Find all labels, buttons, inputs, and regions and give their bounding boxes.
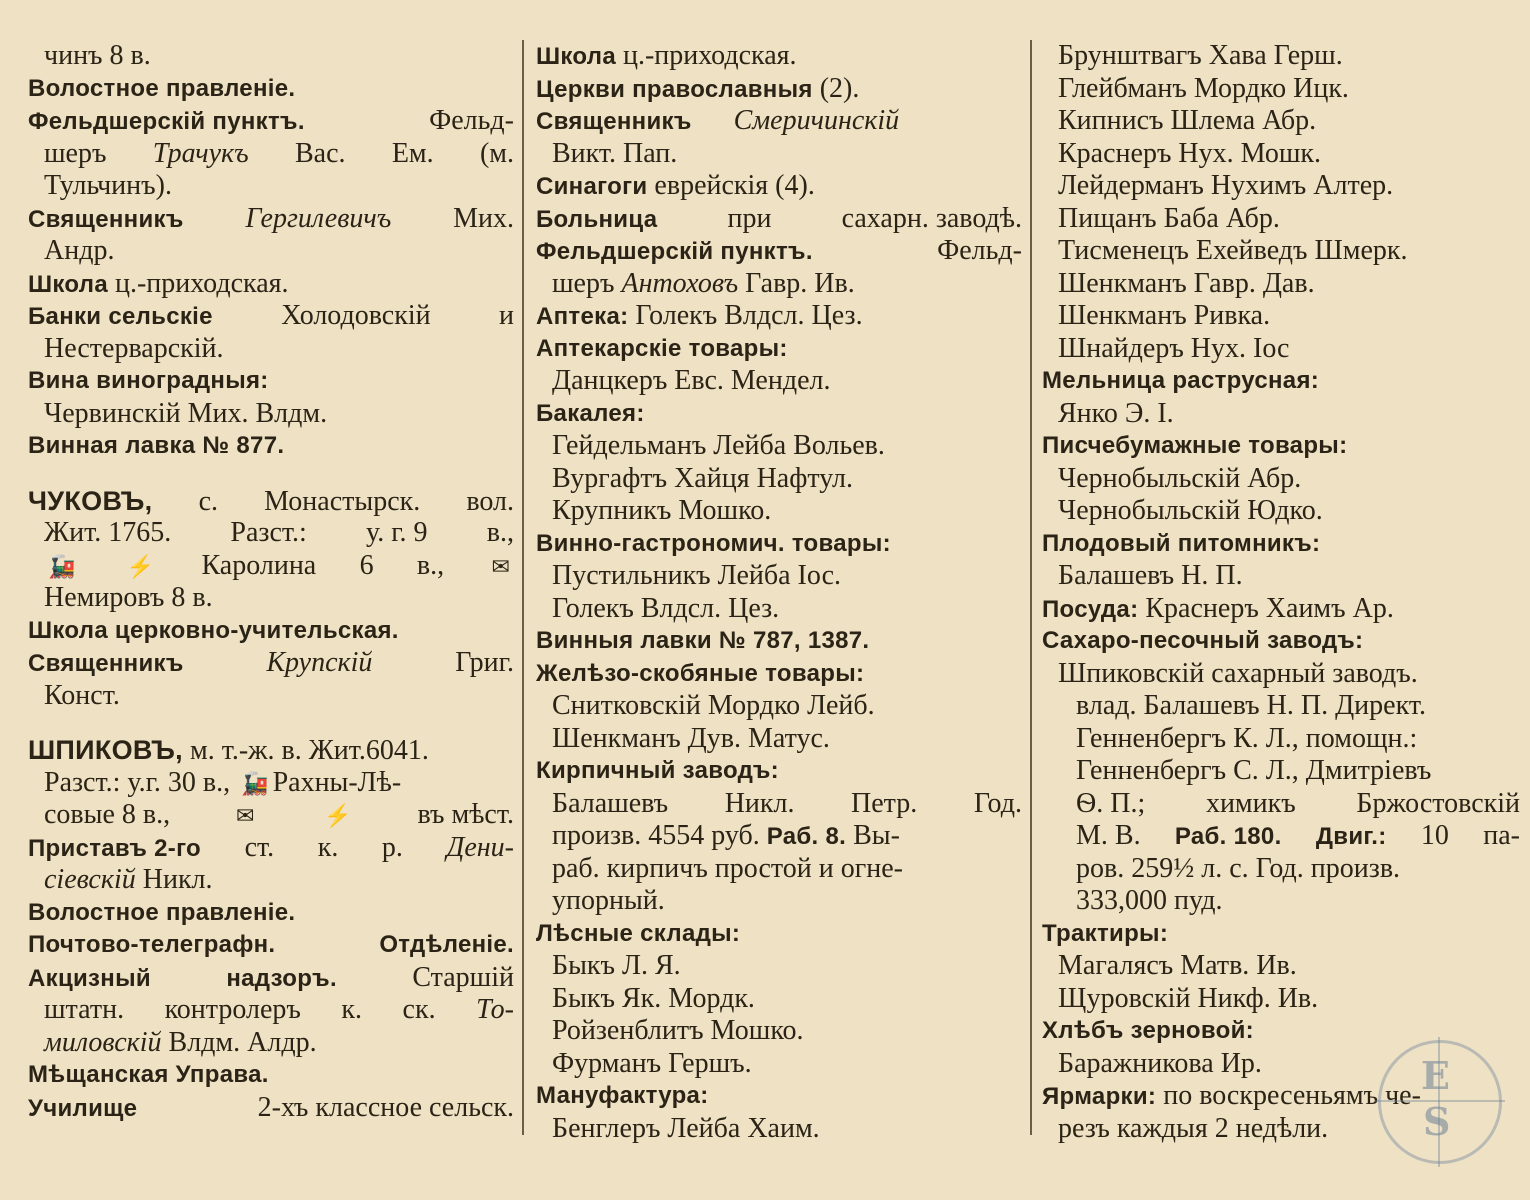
entry-text: Пищанъ Баба Абр. <box>1058 202 1280 234</box>
entry-line <box>536 723 1022 756</box>
entry-line <box>1042 333 1520 366</box>
entry-text: Брунштвагъ Хава Герш. <box>1058 40 1343 71</box>
column-right <box>1042 40 1520 1145</box>
entry-text: Старшiй <box>412 961 514 993</box>
entry-line <box>536 398 1022 431</box>
entry-line <box>536 495 1022 528</box>
library-stamp-icon <box>1378 1040 1502 1164</box>
entry-text: Данцкеръ Евс. Мендел. <box>552 365 831 396</box>
entry-line <box>1042 820 1520 853</box>
entry-line <box>28 550 514 583</box>
entry-text: Гавр. Ив. <box>738 267 855 299</box>
entry-text: Крупскiй <box>266 647 373 678</box>
entry-heading: Школа <box>536 43 616 70</box>
entry-line <box>536 105 1022 138</box>
entry-heading: Вина виноградныя: <box>28 367 269 394</box>
entry-text: Фельд- <box>937 235 1022 266</box>
entry-text: Магалясъ Матв. Ив. <box>1058 950 1297 981</box>
entry-text: при <box>727 202 772 234</box>
entry-text: химикъ <box>1205 787 1296 819</box>
entry-heading: Винная лавка № 877. <box>28 432 285 459</box>
entry-text: Холодовскiй <box>281 300 431 331</box>
entry-line <box>536 918 1022 951</box>
entry-text: То- <box>476 994 514 1025</box>
entry-line <box>28 767 514 800</box>
entry-text: 6 <box>359 549 374 581</box>
entry-text: Трачукъ <box>152 137 249 169</box>
entry-line <box>536 560 1022 593</box>
entry-heading: Приставъ 2-го <box>28 834 202 862</box>
entry-text: Шпиковскiй сахарный заводъ. <box>1058 657 1418 689</box>
entry-text: Андр. <box>44 235 115 266</box>
entry-line <box>28 799 514 832</box>
entry-text: упорный. <box>552 885 665 916</box>
entry-line <box>536 1113 1022 1146</box>
entry-heading: ЧУКОВЪ, <box>28 485 153 516</box>
entry-text: Тульчинъ). <box>44 170 172 201</box>
entry-text: Баражникова Ир. <box>1058 1047 1262 1079</box>
entry-text: миловскiй <box>44 1026 162 1058</box>
entry-line <box>28 582 514 615</box>
entry-heading: ШПИКОВЪ, <box>28 735 183 765</box>
entry-text: Вас. <box>294 137 346 169</box>
entry-text: Гергилевичъ <box>245 202 392 234</box>
entry-line <box>536 528 1022 561</box>
entry-heading: надзоръ. <box>226 964 337 992</box>
entry-text: Лейдерманъ Нухимъ Алтер. <box>1058 170 1394 201</box>
entry-text: Вургафтъ Хайця Нафтул. <box>552 462 853 494</box>
entry-line <box>1042 398 1520 431</box>
entry-text: Мих. <box>453 202 514 234</box>
entry-line <box>28 138 514 171</box>
entry-text: м. т.-ж. в. Жит.6041. <box>182 735 429 766</box>
entry-text: Нестерварскiй. <box>44 332 224 364</box>
entry-text: ст. <box>244 831 275 863</box>
entry-line <box>536 463 1022 496</box>
entry-heading: Школа церковно-учительская. <box>28 616 399 644</box>
entry-text: к. <box>341 994 362 1025</box>
entry-text: Гейдельманъ Лейба Вольев. <box>552 430 885 461</box>
entry-text: Никл. <box>135 864 213 895</box>
entry-line <box>28 268 514 301</box>
entry-heading: Священникъ <box>28 205 184 233</box>
entry-line <box>536 625 1022 658</box>
entry-heading: Аптека: <box>536 303 629 330</box>
entry-line <box>1042 625 1520 658</box>
entry-text: Генненбергъ С. Л., Дмитрiевъ <box>1076 755 1432 786</box>
entry-line <box>1042 73 1520 106</box>
entry-heading: Училище <box>28 1094 138 1122</box>
entry-text: (2). <box>812 72 860 104</box>
entry-heading: Больница <box>536 205 658 233</box>
symbol-icon: ✉ <box>235 803 255 828</box>
entry-line <box>536 235 1022 268</box>
symbol-icon: 🚂 <box>48 553 76 579</box>
entry-line <box>28 929 514 962</box>
entry-text: 10 <box>1420 820 1449 851</box>
column-middle <box>536 40 1022 1145</box>
entry-line <box>28 994 514 1027</box>
entry-text: Пустильникъ Лейба Iос. <box>552 560 841 591</box>
entry-text: раб. кирпичъ простой и огне- <box>552 852 903 884</box>
entry-text: штатн. <box>44 994 125 1025</box>
entry-heading: Фельдшерскiй пунктъ. <box>536 238 813 265</box>
entry-line <box>28 485 514 518</box>
entry-text: Фурманъ Гершъ. <box>552 1047 752 1079</box>
entry-text: Шенкманъ Дув. Матус. <box>552 722 830 754</box>
entry-line <box>28 203 514 236</box>
entry-text: Бржостовскiй <box>1356 787 1520 819</box>
entry-line <box>28 430 514 463</box>
entry-text: Чернобыльскiй Юдко. <box>1058 495 1323 526</box>
entry-text: Смеричинскiй <box>691 105 900 136</box>
entry-text: па- <box>1483 820 1520 851</box>
entry-text: Каролина <box>201 549 317 581</box>
entry-heading: Винныя лавки № 787, 1387. <box>536 627 870 654</box>
entry-text: въ мѣст. <box>417 799 514 830</box>
entry-line <box>536 950 1022 983</box>
entry-line <box>1042 658 1520 691</box>
entry-heading: Школа <box>28 270 108 298</box>
entry-line <box>28 170 514 203</box>
entry-line <box>28 300 514 333</box>
entry-line <box>536 983 1022 1016</box>
entry-text: Фельд- <box>429 105 514 136</box>
entry-heading: Посуда: <box>1042 595 1139 623</box>
entry-text: Снитковскiй Мордко Лейб. <box>552 690 875 721</box>
entry-heading: Кирпичный заводъ: <box>536 757 779 784</box>
entry-text: и <box>499 300 514 331</box>
entry-text: Ѳ. П.; <box>1076 787 1146 819</box>
entry-text: Монастырск. <box>264 485 421 517</box>
entry-text: Шенкманъ Ривка. <box>1058 300 1271 331</box>
entry-text: Балашевъ <box>552 787 669 819</box>
entry-text: Разст.: у.г. 30 в., <box>44 766 238 798</box>
entry-heading: Ярмарки: <box>1042 1083 1157 1110</box>
entry-line <box>28 40 514 73</box>
entry-line <box>1042 723 1520 756</box>
entry-text: Дени- <box>446 831 514 863</box>
entry-line <box>28 962 514 995</box>
entry-text: Бенглеръ Лейба Хаим. <box>552 1112 820 1144</box>
entry-line <box>28 734 514 767</box>
entry-text: чинъ 8 в. <box>44 40 151 71</box>
entry-text: р. <box>381 831 403 863</box>
entry-line <box>1042 755 1520 788</box>
entry-heading: Волостное правленiе. <box>28 898 296 926</box>
entry-text: Балашевъ Н. П. <box>1058 560 1243 591</box>
entry-text: ров. 259½ л. с. Год. произв. <box>1076 852 1401 884</box>
entry-line <box>28 864 514 897</box>
entry-heading: Банки сельскiе <box>28 303 213 330</box>
entry-text: Кипнисъ Шлема Абр. <box>1058 105 1317 136</box>
entry-line <box>1042 983 1520 1016</box>
entry-line <box>28 1059 514 1092</box>
entry-line <box>1042 203 1520 236</box>
entry-text: Генненбергъ К. Л., помощн.: <box>1076 722 1418 754</box>
entry-heading: Аптекарскiе товары: <box>536 334 788 362</box>
entry-line <box>536 593 1022 626</box>
entry-line <box>28 1092 514 1125</box>
column-divider <box>1030 40 1032 1135</box>
entry-spacer <box>28 712 514 734</box>
entry-line <box>1042 170 1520 203</box>
entry-heading: Почтово-телеграфн. <box>28 931 276 958</box>
entry-line <box>28 333 514 366</box>
entry-line <box>1042 495 1520 528</box>
entry-text: еврейскiя (4). <box>647 170 815 201</box>
entry-text: в., <box>486 517 514 548</box>
entry-heading: Синагоги <box>536 173 648 200</box>
entry-text: Григ. <box>455 647 514 678</box>
entry-line <box>1042 268 1520 301</box>
entry-heading: Бакалея: <box>536 399 645 427</box>
entry-heading: Волостное правленiе. <box>28 74 296 102</box>
entry-heading: Священникъ <box>28 650 184 677</box>
entry-text: Вы- <box>846 820 900 851</box>
entry-text: по воскресеньямъ че- <box>1156 1080 1421 1111</box>
entry-text: Чернобыльскiй Абр. <box>1058 462 1302 494</box>
entry-line <box>536 853 1022 886</box>
entry-heading: Хлѣбъ зерновой: <box>1042 1017 1254 1044</box>
entry-line <box>28 517 514 550</box>
entry-line <box>28 105 514 138</box>
entry-line <box>536 268 1022 301</box>
entry-line <box>1042 300 1520 333</box>
entry-heading: Желѣзо-скобяные товары: <box>536 659 865 687</box>
entry-text: Быкъ Як. Мордк. <box>552 982 755 1014</box>
entry-text: произв. 4554 руб. <box>552 820 767 851</box>
stamp-letter-bottom: S <box>1423 1099 1451 1144</box>
entry-line <box>536 1015 1022 1048</box>
entry-text: шеръ <box>44 137 107 169</box>
entry-text: Разст.: <box>230 517 307 548</box>
entry-text: Жит. 1765. <box>44 517 172 548</box>
stamp-letter-top: E <box>1421 1053 1450 1098</box>
entry-text: Рахны-Лѣ- <box>272 766 402 798</box>
symbol-icon: ✉ <box>491 553 510 579</box>
entry-heading: Лѣсные склады: <box>536 919 741 947</box>
entry-text: ц.-приходская. <box>615 40 797 71</box>
entry-text: Краснеръ Хаимъ Ар. <box>1138 592 1394 624</box>
entry-line <box>536 73 1022 106</box>
entry-text: Шенкманъ Гавр. Дав. <box>1058 267 1315 299</box>
entry-line <box>536 430 1022 463</box>
entry-line <box>536 333 1022 366</box>
entry-heading: Мѣщанская Управа. <box>28 1061 269 1088</box>
entry-line <box>28 235 514 268</box>
entry-text: Янко Э. I. <box>1058 397 1174 429</box>
entry-heading: Священникъ <box>536 108 692 135</box>
entry-heading: Винно-гастрономич. товары: <box>536 529 891 557</box>
column-left <box>28 40 514 1124</box>
entry-text: резъ каждыя 2 недѣли. <box>1058 1112 1329 1144</box>
entry-text: Щуровскiй Никф. Ив. <box>1058 982 1319 1014</box>
entry-line <box>1042 40 1520 73</box>
entry-line <box>28 1027 514 1060</box>
entry-text: у. г. 9 <box>366 517 428 548</box>
entry-line <box>536 170 1022 203</box>
entry-text: Никл. <box>724 787 795 819</box>
symbol-icon: ⚡ <box>324 803 352 828</box>
entry-heading: Трактиры: <box>1042 919 1169 947</box>
entry-text: сахарн. заводѣ. <box>841 202 1022 234</box>
entry-line <box>536 885 1022 918</box>
entry-heading: Отдѣленiе. <box>379 931 514 958</box>
entry-line <box>536 1080 1022 1113</box>
entry-line <box>1042 138 1520 171</box>
entry-line <box>28 615 514 648</box>
entry-heading: Писчебумажные товары: <box>1042 432 1348 459</box>
entry-text: Влдм. Алдр. <box>161 1026 317 1058</box>
entry-heading: Мануфактура: <box>536 1082 709 1109</box>
entry-line <box>536 138 1022 171</box>
entry-line <box>28 73 514 106</box>
entry-line <box>1042 853 1520 886</box>
entry-line <box>536 1048 1022 1081</box>
entry-text: шеръ <box>552 267 622 299</box>
entry-line <box>1042 560 1520 593</box>
entry-heading: Мельница раструсная: <box>1042 367 1320 394</box>
entry-text: Быкъ Л. Я. <box>552 950 681 981</box>
entry-text: сiевскiй <box>44 864 136 895</box>
entry-line <box>536 203 1022 236</box>
entry-text: Глейбманъ Мордко Ицк. <box>1058 72 1349 104</box>
entry-text: Ройзенблитъ Мошко. <box>552 1015 804 1046</box>
entry-text: ц.-приходская. <box>107 267 289 299</box>
entry-line <box>536 300 1022 333</box>
symbol-icon: 🚂 <box>241 770 269 796</box>
entry-line <box>1042 528 1520 561</box>
entry-text: Голекъ Влдсл. Цез. <box>628 300 863 331</box>
entry-line <box>28 680 514 713</box>
entry-text: ск. <box>402 994 436 1025</box>
entry-line <box>1042 463 1520 496</box>
entry-text: Крупникъ Мошко. <box>552 495 772 526</box>
entry-text: влад. Балашевъ Н. П. Директ. <box>1076 690 1426 721</box>
entry-line <box>536 365 1022 398</box>
entry-text: Немировъ 8 в. <box>44 582 213 613</box>
entry-text: Петр. <box>851 787 918 819</box>
entry-line <box>536 755 1022 788</box>
entry-line <box>536 690 1022 723</box>
entry-heading: Сахаро-песочный заводъ: <box>1042 627 1364 654</box>
entry-line <box>1042 593 1520 626</box>
entry-heading: Акцизный <box>28 964 151 992</box>
entry-line <box>1042 235 1520 268</box>
entry-line <box>1042 788 1520 821</box>
entry-text: Тисменецъ Ехейведъ Шмерк. <box>1058 235 1408 266</box>
entry-line <box>28 897 514 930</box>
entry-text: Викт. Пап. <box>552 137 678 169</box>
entry-text: с. <box>198 485 219 517</box>
entry-line <box>1042 365 1520 398</box>
entry-line <box>1042 918 1520 951</box>
entry-line <box>1042 105 1520 138</box>
entry-line <box>28 647 514 680</box>
entry-line <box>1042 885 1520 918</box>
symbol-icon: ⚡ <box>126 553 155 579</box>
entry-text: Антоховъ <box>621 267 739 299</box>
entry-text: Конст. <box>44 679 120 711</box>
entry-line <box>1042 430 1520 463</box>
entry-text: (м. <box>479 137 514 169</box>
entry-text: Голекъ Влдсл. Цез. <box>552 592 780 624</box>
entry-heading: Церкви православныя <box>536 75 813 103</box>
entry-text: контролеръ <box>164 994 301 1025</box>
entry-line <box>536 788 1022 821</box>
entry-text: Червинскiй Мих. Влдм. <box>44 397 328 429</box>
entry-heading: Плодовый питомникъ: <box>1042 529 1321 557</box>
entry-heading: Раб. 8. <box>766 823 847 850</box>
entry-text: совые 8 в., <box>44 799 171 830</box>
entry-text: Краснеръ Нух. Мошк. <box>1058 137 1322 169</box>
entry-line <box>536 820 1022 853</box>
entry-text: к. <box>317 831 339 863</box>
entry-line <box>536 658 1022 691</box>
entry-text: Шнайдеръ Нух. Iос <box>1058 332 1290 364</box>
entry-line <box>28 365 514 398</box>
entry-text: М. В. <box>1076 820 1141 851</box>
entry-line <box>28 398 514 431</box>
entry-text: 333,000 пуд. <box>1076 885 1223 916</box>
entry-text: в., <box>416 549 445 581</box>
entry-line <box>536 40 1022 73</box>
entry-spacer <box>28 463 514 485</box>
column-divider <box>522 40 524 1135</box>
entry-text: Ем. <box>391 137 434 169</box>
entry-text: 2-хъ классное сельск. <box>257 1091 514 1123</box>
entry-heading: Фельдшерскiй пунктъ. <box>28 108 305 135</box>
entry-heading: Раб. 180. <box>1174 823 1282 850</box>
entry-text: Год. <box>973 787 1022 819</box>
entry-heading: Двиг.: <box>1315 823 1387 850</box>
entry-line <box>28 832 514 865</box>
entry-text: вол. <box>466 485 514 517</box>
entry-line <box>1042 690 1520 723</box>
entry-line <box>1042 950 1520 983</box>
